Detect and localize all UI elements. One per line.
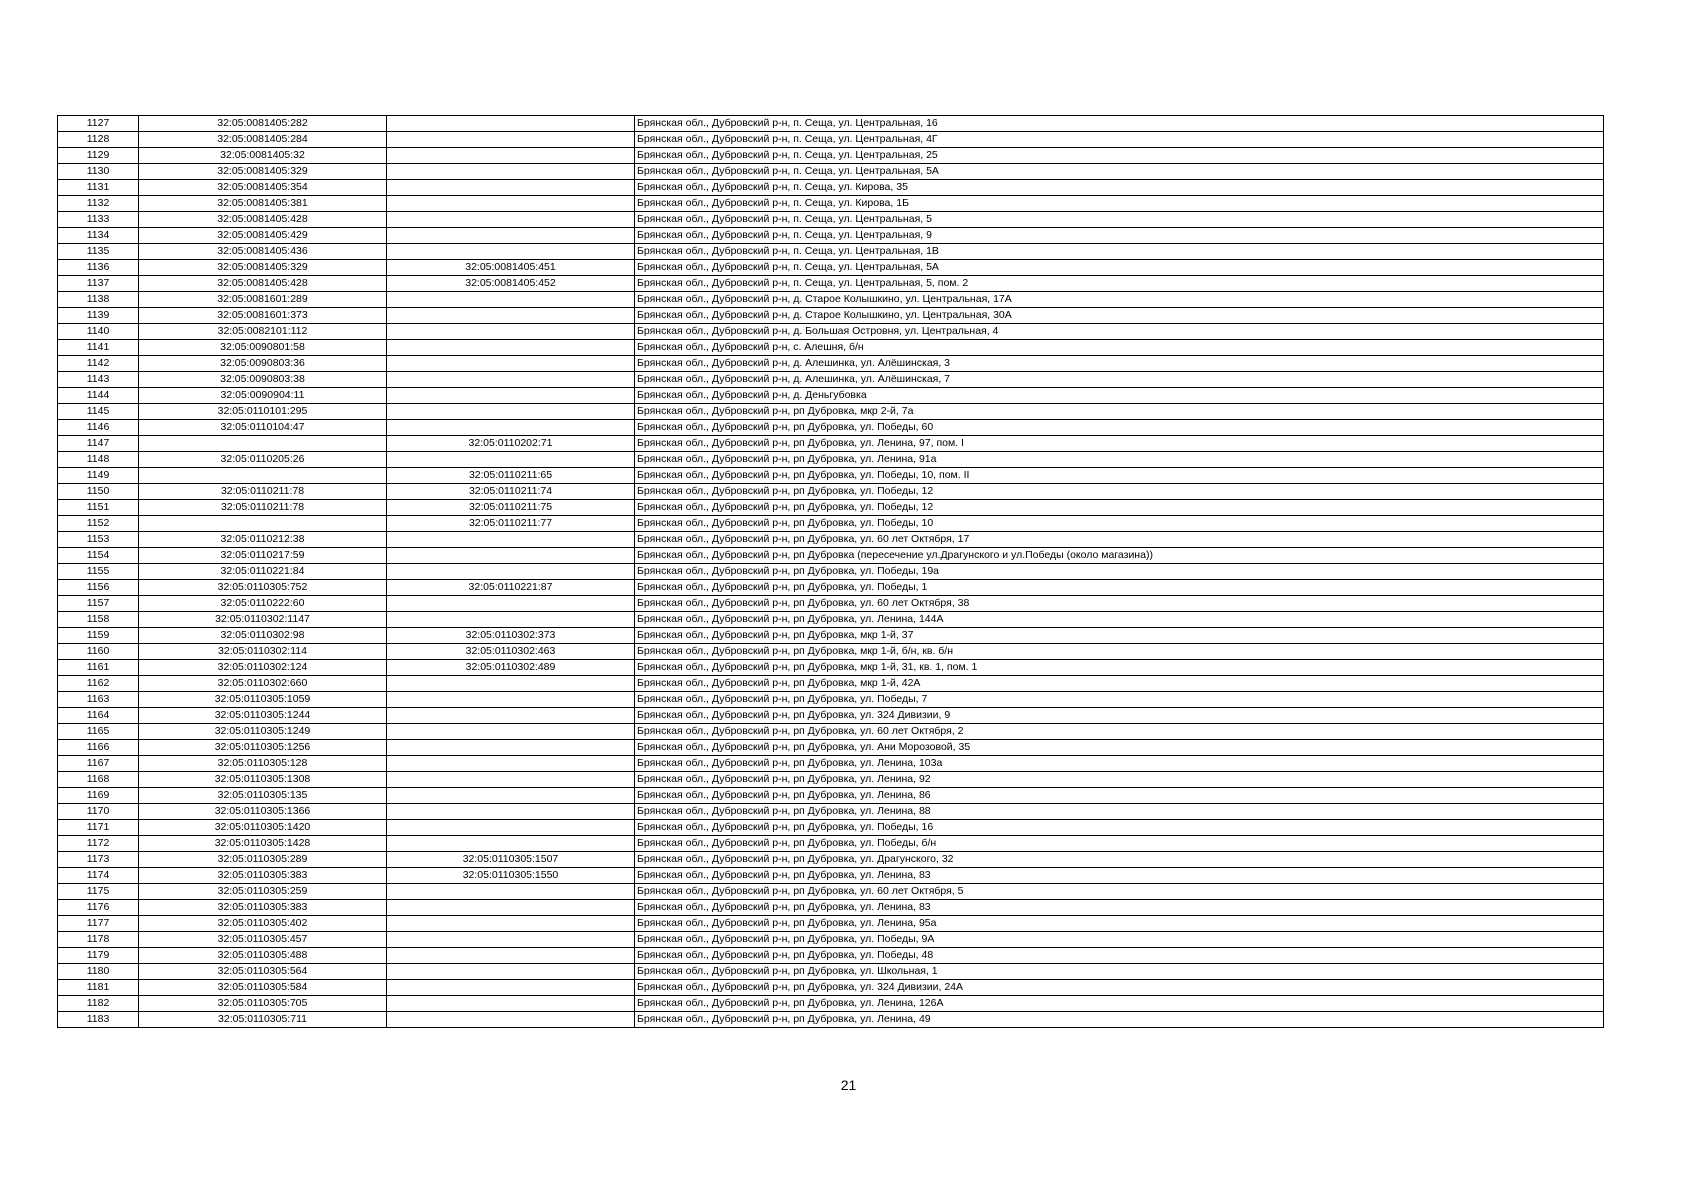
row-number-cell: 1135 (58, 244, 139, 260)
address-cell: Брянская обл., Дубровский р-н, рп Дубровка, ул. Ленина, 86 (635, 788, 1604, 804)
address-cell: Брянская обл., Дубровский р-н, рп Дубровка, ул. Победы, 7 (635, 692, 1604, 708)
row-number-cell: 1160 (58, 644, 139, 660)
cadastral-number-cell: 32:05:0081601:289 (139, 292, 387, 308)
table-row (58, 596, 1604, 612)
related-cadastral-number-cell (387, 340, 635, 356)
related-cadastral-number-cell (387, 612, 635, 628)
related-cadastral-number-cell (387, 836, 635, 852)
table-row (58, 372, 1604, 388)
cadastral-number-cell: 32:05:0110211:78 (139, 484, 387, 500)
address-cell: Брянская обл., Дубровский р-н, рп Дубровка, ул. Победы, 10 (635, 516, 1604, 532)
row-number-cell: 1131 (58, 180, 139, 196)
row-number-cell: 1145 (58, 404, 139, 420)
cadastral-number-cell: 32:05:0110305:705 (139, 996, 387, 1012)
cadastral-number-cell: 32:05:0110305:711 (139, 1012, 387, 1028)
table-row (58, 628, 1604, 644)
cadastral-number-cell: 32:05:0110205:26 (139, 452, 387, 468)
table-row (58, 196, 1604, 212)
cadastral-number-cell: 32:05:0110305:383 (139, 868, 387, 884)
row-number-cell: 1142 (58, 356, 139, 372)
row-number-cell: 1129 (58, 148, 139, 164)
row-number-cell: 1183 (58, 1012, 139, 1028)
table-row (58, 356, 1604, 372)
cadastral-number-cell: 32:05:0081405:428 (139, 276, 387, 292)
address-cell: Брянская обл., Дубровский р-н, рп Дубровка, ул. 60 лет Октября, 17 (635, 532, 1604, 548)
row-number-cell: 1179 (58, 948, 139, 964)
cadastral-number-cell: 32:05:0082101:112 (139, 324, 387, 340)
row-number-cell: 1128 (58, 132, 139, 148)
table-row (58, 724, 1604, 740)
related-cadastral-number-cell (387, 132, 635, 148)
cadastral-number-cell: 32:05:0081405:284 (139, 132, 387, 148)
address-cell: Брянская обл., Дубровский р-н, рп Дубровка (пересечение ул.Драгунского и ул.Победы (около магазина)) (635, 548, 1604, 564)
table-row (58, 612, 1604, 628)
row-number-cell: 1172 (58, 836, 139, 852)
address-cell: Брянская обл., Дубровский р-н, рп Дубровка, ул. Победы, 19а (635, 564, 1604, 580)
related-cadastral-number-cell (387, 532, 635, 548)
table-row (58, 916, 1604, 932)
related-cadastral-number-cell (387, 756, 635, 772)
address-cell: Брянская обл., Дубровский р-н, п. Сеща, ул. Кирова, 35 (635, 180, 1604, 196)
related-cadastral-number-cell (387, 388, 635, 404)
cadastral-number-cell: 32:05:0110211:78 (139, 500, 387, 516)
row-number-cell: 1150 (58, 484, 139, 500)
row-number-cell: 1152 (58, 516, 139, 532)
address-cell: Брянская обл., Дубровский р-н, рп Дубровка, ул. Ленина, 126А (635, 996, 1604, 1012)
table-row (58, 452, 1604, 468)
row-number-cell: 1167 (58, 756, 139, 772)
table-row (58, 772, 1604, 788)
row-number-cell: 1132 (58, 196, 139, 212)
related-cadastral-number-cell (387, 244, 635, 260)
address-cell: Брянская обл., Дубровский р-н, рп Дубровка, ул. Победы, 12 (635, 500, 1604, 516)
address-cell: Брянская обл., Дубровский р-н, рп Дубровка, ул. Победы, б/н (635, 836, 1604, 852)
table-row (58, 324, 1604, 340)
cadastral-number-cell: 32:05:0110302:114 (139, 644, 387, 660)
row-number-cell: 1153 (58, 532, 139, 548)
address-cell: Брянская обл., Дубровский р-н, п. Сеща, ул. Центральная, 5А (635, 260, 1604, 276)
cadastral-number-cell: 32:05:0081601:373 (139, 308, 387, 324)
registry-table (57, 115, 1604, 1028)
table-row (58, 484, 1604, 500)
row-number-cell: 1166 (58, 740, 139, 756)
cadastral-number-cell: 32:05:0110221:84 (139, 564, 387, 580)
cadastral-number-cell: 32:05:0110104:47 (139, 420, 387, 436)
address-cell: Брянская обл., Дубровский р-н, п. Сеща, ул. Центральная, 5 (635, 212, 1604, 228)
cadastral-number-cell: 32:05:0081405:436 (139, 244, 387, 260)
cadastral-number-cell: 32:05:0110305:1308 (139, 772, 387, 788)
address-cell: Брянская обл., Дубровский р-н, рп Дубровка, ул. 60 лет Октября, 38 (635, 596, 1604, 612)
cadastral-number-cell (139, 468, 387, 484)
cadastral-number-cell: 32:05:0110305:584 (139, 980, 387, 996)
address-cell: Брянская обл., Дубровский р-н, п. Сеща, ул. Центральная, 9 (635, 228, 1604, 244)
related-cadastral-number-cell (387, 420, 635, 436)
table-row (58, 260, 1604, 276)
address-cell: Брянская обл., Дубровский р-н, д. Деньгубовка (635, 388, 1604, 404)
table-row (58, 212, 1604, 228)
related-cadastral-number-cell (387, 324, 635, 340)
related-cadastral-number-cell: 32:05:0081405:451 (387, 260, 635, 276)
table-row (58, 836, 1604, 852)
related-cadastral-number-cell (387, 1012, 635, 1028)
table-row (58, 788, 1604, 804)
address-cell: Брянская обл., Дубровский р-н, рп Дубровка, ул. Победы, 60 (635, 420, 1604, 436)
related-cadastral-number-cell (387, 292, 635, 308)
table-row (58, 164, 1604, 180)
row-number-cell: 1136 (58, 260, 139, 276)
cadastral-number-cell: 32:05:0110222:60 (139, 596, 387, 612)
cadastral-number-cell: 32:05:0110101:295 (139, 404, 387, 420)
row-number-cell: 1130 (58, 164, 139, 180)
page-number: 21 (840, 1077, 857, 1093)
address-cell: Брянская обл., Дубровский р-н, рп Дубровка, ул. 324 Дивизии, 24А (635, 980, 1604, 996)
related-cadastral-number-cell (387, 996, 635, 1012)
related-cadastral-number-cell (387, 196, 635, 212)
cadastral-number-cell: 32:05:0110305:1059 (139, 692, 387, 708)
address-cell: Брянская обл., Дубровский р-н, рп Дубровка, ул. Ленина, 88 (635, 804, 1604, 820)
table-row (58, 420, 1604, 436)
related-cadastral-number-cell: 32:05:0110211:74 (387, 484, 635, 500)
table-row (58, 804, 1604, 820)
cadastral-number-cell: 32:05:0081405:354 (139, 180, 387, 196)
address-cell: Брянская обл., Дубровский р-н, рп Дубровка, ул. Ленина, 83 (635, 868, 1604, 884)
related-cadastral-number-cell: 32:05:0110305:1550 (387, 868, 635, 884)
cadastral-number-cell: 32:05:0090803:36 (139, 356, 387, 372)
related-cadastral-number-cell (387, 724, 635, 740)
related-cadastral-number-cell (387, 404, 635, 420)
row-number-cell: 1148 (58, 452, 139, 468)
address-cell: Брянская обл., Дубровский р-н, рп Дубровка, ул. Победы, 1 (635, 580, 1604, 596)
table-row (58, 580, 1604, 596)
address-cell: Брянская обл., Дубровский р-н, д. Алешинка, ул. Алёшинская, 7 (635, 372, 1604, 388)
related-cadastral-number-cell (387, 884, 635, 900)
related-cadastral-number-cell: 32:05:0110221:87 (387, 580, 635, 596)
address-cell: Брянская обл., Дубровский р-н, рп Дубровка, ул. Победы, 10, пом. II (635, 468, 1604, 484)
related-cadastral-number-cell (387, 900, 635, 916)
cadastral-number-cell: 32:05:0081405:282 (139, 116, 387, 132)
address-cell: Брянская обл., Дубровский р-н, рп Дубровка, ул. Ленина, 97, пом. I (635, 436, 1604, 452)
address-cell: Брянская обл., Дубровский р-н, рп Дубровка, ул. Ленина, 95а (635, 916, 1604, 932)
row-number-cell: 1141 (58, 340, 139, 356)
table-row (58, 532, 1604, 548)
table-row (58, 340, 1604, 356)
row-number-cell: 1177 (58, 916, 139, 932)
table-row (58, 996, 1604, 1012)
address-cell: Брянская обл., Дубровский р-н, рп Дубровка, мкр 2-й, 7а (635, 404, 1604, 420)
related-cadastral-number-cell (387, 708, 635, 724)
table-row (58, 436, 1604, 452)
cadastral-number-cell: 32:05:0081405:329 (139, 164, 387, 180)
cadastral-number-cell: 32:05:0110305:1366 (139, 804, 387, 820)
row-number-cell: 1133 (58, 212, 139, 228)
address-cell: Брянская обл., Дубровский р-н, рп Дубровка, ул. Ленина, 103а (635, 756, 1604, 772)
cadastral-number-cell: 32:05:0110305:564 (139, 964, 387, 980)
address-cell: Брянская обл., Дубровский р-н, д. Большая Островня, ул. Центральная, 4 (635, 324, 1604, 340)
cadastral-number-cell: 32:05:0090803:38 (139, 372, 387, 388)
row-number-cell: 1169 (58, 788, 139, 804)
related-cadastral-number-cell (387, 932, 635, 948)
cadastral-number-cell: 32:05:0110217:59 (139, 548, 387, 564)
cadastral-number-cell: 32:05:0090801:58 (139, 340, 387, 356)
address-cell: Брянская обл., Дубровский р-н, рп Дубровка, ул. Ленина, 91а (635, 452, 1604, 468)
cadastral-number-cell: 32:05:0081405:32 (139, 148, 387, 164)
cadastral-number-cell: 32:05:0110305:752 (139, 580, 387, 596)
related-cadastral-number-cell (387, 788, 635, 804)
address-cell: Брянская обл., Дубровский р-н, п. Сеща, ул. Центральная, 5А (635, 164, 1604, 180)
row-number-cell: 1162 (58, 676, 139, 692)
cadastral-number-cell: 32:05:0110305:128 (139, 756, 387, 772)
row-number-cell: 1165 (58, 724, 139, 740)
related-cadastral-number-cell (387, 212, 635, 228)
related-cadastral-number-cell (387, 308, 635, 324)
related-cadastral-number-cell (387, 980, 635, 996)
table-row (58, 292, 1604, 308)
address-cell: Брянская обл., Дубровский р-н, п. Сеща, ул. Центральная, 1В (635, 244, 1604, 260)
table-row (58, 180, 1604, 196)
table-row (58, 900, 1604, 916)
address-cell: Брянская обл., Дубровский р-н, п. Сеща, ул. Центральная, 25 (635, 148, 1604, 164)
registry-table-body (58, 116, 1604, 1028)
table-row (58, 276, 1604, 292)
related-cadastral-number-cell (387, 964, 635, 980)
row-number-cell: 1181 (58, 980, 139, 996)
cadastral-number-cell: 32:05:0110302:1147 (139, 612, 387, 628)
related-cadastral-number-cell (387, 164, 635, 180)
row-number-cell: 1159 (58, 628, 139, 644)
table-row (58, 516, 1604, 532)
table-row (58, 1012, 1604, 1028)
address-cell: Брянская обл., Дубровский р-н, рп Дубровка, ул. Победы, 9А (635, 932, 1604, 948)
address-cell: Брянская обл., Дубровский р-н, рп Дубровка, ул. Ленина, 92 (635, 772, 1604, 788)
row-number-cell: 1127 (58, 116, 139, 132)
row-number-cell: 1158 (58, 612, 139, 628)
address-cell: Брянская обл., Дубровский р-н, с. Алешня, б/н (635, 340, 1604, 356)
table-row (58, 468, 1604, 484)
row-number-cell: 1174 (58, 868, 139, 884)
related-cadastral-number-cell (387, 356, 635, 372)
table-row (58, 244, 1604, 260)
cadastral-number-cell: 32:05:0110305:488 (139, 948, 387, 964)
table-row (58, 820, 1604, 836)
row-number-cell: 1143 (58, 372, 139, 388)
related-cadastral-number-cell: 32:05:0110211:75 (387, 500, 635, 516)
address-cell: Брянская обл., Дубровский р-н, рп Дубровка, ул. 60 лет Октября, 2 (635, 724, 1604, 740)
cadastral-number-cell: 32:05:0081405:428 (139, 212, 387, 228)
cadastral-number-cell (139, 436, 387, 452)
row-number-cell: 1140 (58, 324, 139, 340)
table-row (58, 404, 1604, 420)
table-row (58, 756, 1604, 772)
cadastral-number-cell: 32:05:0110305:135 (139, 788, 387, 804)
table-row (58, 116, 1604, 132)
cadastral-number-cell: 32:05:0110305:1249 (139, 724, 387, 740)
table-row (58, 660, 1604, 676)
table-row (58, 852, 1604, 868)
address-cell: Брянская обл., Дубровский р-н, рп Дубровка, ул. Драгунского, 32 (635, 852, 1604, 868)
row-number-cell: 1161 (58, 660, 139, 676)
cadastral-number-cell: 32:05:0110305:1420 (139, 820, 387, 836)
table-row (58, 132, 1604, 148)
related-cadastral-number-cell (387, 564, 635, 580)
related-cadastral-number-cell (387, 820, 635, 836)
related-cadastral-number-cell (387, 772, 635, 788)
row-number-cell: 1146 (58, 420, 139, 436)
cadastral-number-cell: 32:05:0110305:457 (139, 932, 387, 948)
address-cell: Брянская обл., Дубровский р-н, рп Дубровка, ул. 324 Дивизии, 9 (635, 708, 1604, 724)
address-cell: Брянская обл., Дубровский р-н, д. Старое Колышкино, ул. Центральная, 17А (635, 292, 1604, 308)
related-cadastral-number-cell: 32:05:0110211:77 (387, 516, 635, 532)
address-cell: Брянская обл., Дубровский р-н, д. Алешинка, ул. Алёшинская, 3 (635, 356, 1604, 372)
related-cadastral-number-cell: 32:05:0110202:71 (387, 436, 635, 452)
cadastral-number-cell: 32:05:0110305:259 (139, 884, 387, 900)
table-row (58, 964, 1604, 980)
table-row (58, 740, 1604, 756)
row-number-cell: 1156 (58, 580, 139, 596)
related-cadastral-number-cell: 32:05:0110302:463 (387, 644, 635, 660)
cadastral-number-cell: 32:05:0110305:289 (139, 852, 387, 868)
address-cell: Брянская обл., Дубровский р-н, рп Дубровка, ул. Ленина, 49 (635, 1012, 1604, 1028)
related-cadastral-number-cell (387, 148, 635, 164)
row-number-cell: 1163 (58, 692, 139, 708)
row-number-cell: 1138 (58, 292, 139, 308)
table-row (58, 980, 1604, 996)
row-number-cell: 1168 (58, 772, 139, 788)
row-number-cell: 1171 (58, 820, 139, 836)
cadastral-number-cell: 32:05:0081405:329 (139, 260, 387, 276)
cadastral-number-cell: 32:05:0110302:124 (139, 660, 387, 676)
table-row (58, 932, 1604, 948)
address-cell: Брянская обл., Дубровский р-н, п. Сеща, ул. Кирова, 1Б (635, 196, 1604, 212)
related-cadastral-number-cell (387, 548, 635, 564)
row-number-cell: 1134 (58, 228, 139, 244)
row-number-cell: 1139 (58, 308, 139, 324)
table-row (58, 500, 1604, 516)
table-row (58, 564, 1604, 580)
address-cell: Брянская обл., Дубровский р-н, рп Дубровка, мкр 1-й, 37 (635, 628, 1604, 644)
cadastral-number-cell: 32:05:0110305:383 (139, 900, 387, 916)
row-number-cell: 1157 (58, 596, 139, 612)
address-cell: Брянская обл., Дубровский р-н, рп Дубровка, мкр 1-й, б/н, кв. б/н (635, 644, 1604, 660)
cadastral-number-cell (139, 516, 387, 532)
address-cell: Брянская обл., Дубровский р-н, д. Старое Колышкино, ул. Центральная, 30А (635, 308, 1604, 324)
cadastral-number-cell: 32:05:0110305:1244 (139, 708, 387, 724)
address-cell: Брянская обл., Дубровский р-н, рп Дубровка, ул. Школьная, 1 (635, 964, 1604, 980)
related-cadastral-number-cell (387, 740, 635, 756)
address-cell: Брянская обл., Дубровский р-н, рп Дубровка, ул. Победы, 48 (635, 948, 1604, 964)
cadastral-number-cell: 32:05:0090904:11 (139, 388, 387, 404)
cadastral-number-cell: 32:05:0081405:381 (139, 196, 387, 212)
cadastral-number-cell: 32:05:0110305:1256 (139, 740, 387, 756)
related-cadastral-number-cell: 32:05:0110211:65 (387, 468, 635, 484)
related-cadastral-number-cell (387, 692, 635, 708)
table-row (58, 868, 1604, 884)
table-row (58, 676, 1604, 692)
table-row (58, 548, 1604, 564)
address-cell: Брянская обл., Дубровский р-н, рп Дубровка, ул. Победы, 16 (635, 820, 1604, 836)
address-cell: Брянская обл., Дубровский р-н, рп Дубровка, ул. Победы, 12 (635, 484, 1604, 500)
related-cadastral-number-cell: 32:05:0110302:489 (387, 660, 635, 676)
row-number-cell: 1170 (58, 804, 139, 820)
row-number-cell: 1182 (58, 996, 139, 1012)
cadastral-number-cell: 32:05:0110305:402 (139, 916, 387, 932)
address-cell: Брянская обл., Дубровский р-н, рп Дубровка, мкр 1-й, 31, кв. 1, пом. 1 (635, 660, 1604, 676)
table-row (58, 884, 1604, 900)
row-number-cell: 1178 (58, 932, 139, 948)
table-row (58, 388, 1604, 404)
cadastral-number-cell: 32:05:0110302:98 (139, 628, 387, 644)
row-number-cell: 1175 (58, 884, 139, 900)
related-cadastral-number-cell (387, 228, 635, 244)
address-cell: Брянская обл., Дубровский р-н, п. Сеща, ул. Центральная, 5, пом. 2 (635, 276, 1604, 292)
cadastral-number-cell: 32:05:0081405:429 (139, 228, 387, 244)
row-number-cell: 1164 (58, 708, 139, 724)
row-number-cell: 1173 (58, 852, 139, 868)
cadastral-number-cell: 32:05:0110302:660 (139, 676, 387, 692)
row-number-cell: 1147 (58, 436, 139, 452)
related-cadastral-number-cell (387, 676, 635, 692)
table-row (58, 692, 1604, 708)
address-cell: Брянская обл., Дубровский р-н, рп Дубровка, ул. 60 лет Октября, 5 (635, 884, 1604, 900)
row-number-cell: 1155 (58, 564, 139, 580)
cadastral-number-cell: 32:05:0110305:1428 (139, 836, 387, 852)
row-number-cell: 1176 (58, 900, 139, 916)
related-cadastral-number-cell: 32:05:0081405:452 (387, 276, 635, 292)
related-cadastral-number-cell (387, 180, 635, 196)
table-row (58, 948, 1604, 964)
related-cadastral-number-cell: 32:05:0110305:1507 (387, 852, 635, 868)
table-row (58, 308, 1604, 324)
address-cell: Брянская обл., Дубровский р-н, рп Дубровка, ул. Ани Морозовой, 35 (635, 740, 1604, 756)
row-number-cell: 1137 (58, 276, 139, 292)
related-cadastral-number-cell (387, 804, 635, 820)
related-cadastral-number-cell (387, 948, 635, 964)
address-cell: Брянская обл., Дубровский р-н, рп Дубровка, ул. Ленина, 83 (635, 900, 1604, 916)
table-row (58, 148, 1604, 164)
related-cadastral-number-cell: 32:05:0110302:373 (387, 628, 635, 644)
row-number-cell: 1154 (58, 548, 139, 564)
related-cadastral-number-cell (387, 452, 635, 468)
related-cadastral-number-cell (387, 372, 635, 388)
table-row (58, 228, 1604, 244)
row-number-cell: 1180 (58, 964, 139, 980)
related-cadastral-number-cell (387, 596, 635, 612)
address-cell: Брянская обл., Дубровский р-н, рп Дубровка, ул. Ленина, 144А (635, 612, 1604, 628)
cadastral-number-cell: 32:05:0110212:38 (139, 532, 387, 548)
related-cadastral-number-cell (387, 916, 635, 932)
table-row (58, 644, 1604, 660)
row-number-cell: 1151 (58, 500, 139, 516)
row-number-cell: 1149 (58, 468, 139, 484)
address-cell: Брянская обл., Дубровский р-н, п. Сеща, ул. Центральная, 4Г (635, 132, 1604, 148)
related-cadastral-number-cell (387, 116, 635, 132)
row-number-cell: 1144 (58, 388, 139, 404)
address-cell: Брянская обл., Дубровский р-н, рп Дубровка, мкр 1-й, 42А (635, 676, 1604, 692)
address-cell: Брянская обл., Дубровский р-н, п. Сеща, ул. Центральная, 16 (635, 116, 1604, 132)
table-row (58, 708, 1604, 724)
